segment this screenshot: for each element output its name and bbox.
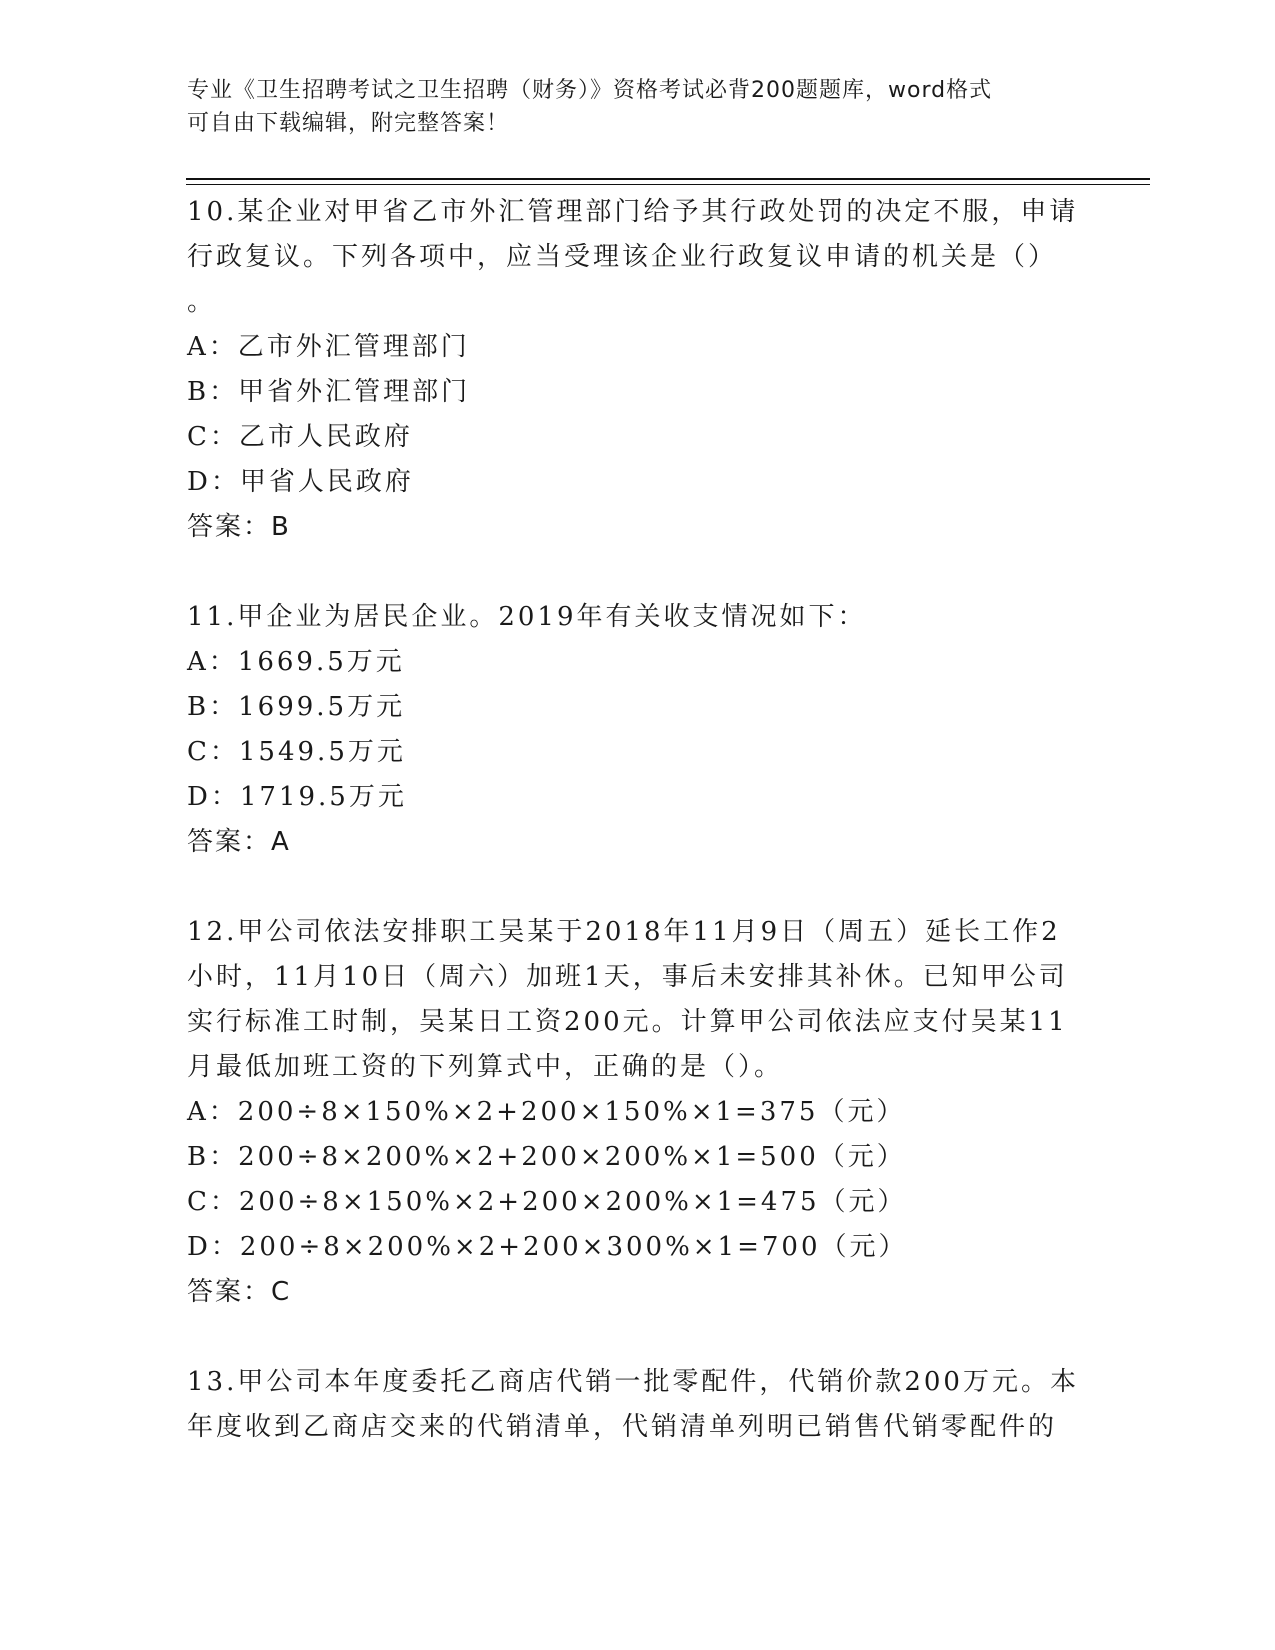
question-10 <box>187 190 1087 550</box>
option-c: C：乙市人民政府 <box>187 422 413 452</box>
spacer <box>187 1315 1087 1360</box>
question-list <box>187 190 1087 1450</box>
question-stem-line: 小时，11月10日（周六）加班1天，事后未安排其补休。已知甲公司 <box>187 962 1068 992</box>
header-divider-thick <box>186 178 1150 180</box>
spacer <box>187 865 1087 910</box>
question-stem-line: 10.某企业对甲省乙市外汇管理部门给予其行政处罚的决定不服，申请 <box>187 197 1079 227</box>
question-13 <box>187 1360 1087 1450</box>
question-stem-line: 12.甲公司依法安排职工吴某于2018年11月9日（周五）延长工作2 <box>187 917 1061 947</box>
question-stem-line: 11.甲企业为居民企业。2019年有关收支情况如下： <box>187 602 867 632</box>
header-line-2: 可自由下载编辑，附完整答案！ <box>187 111 510 136</box>
question-stem-line: 月最低加班工资的下列算式中，正确的是（）。 <box>187 1052 784 1082</box>
option-a: A：200÷8×150%×2+200×150%×1=375（元） <box>187 1097 906 1127</box>
question-11 <box>187 595 1087 865</box>
option-b: B：200÷8×200%×2+200×200%×1=500（元） <box>187 1142 906 1172</box>
option-d: D：200÷8×200%×2+200×300%×1=700（元） <box>187 1232 908 1262</box>
header-line-1: 专业《卫生招聘考试之卫生招聘（财务）》资格考试必背200题题库，word格式 <box>187 78 993 103</box>
option-c: C：200÷8×150%×2+200×200%×1=475（元） <box>187 1187 907 1217</box>
option-d: D：1719.5万元 <box>187 782 407 812</box>
option-b: B：1699.5万元 <box>187 692 406 722</box>
header-divider-thin <box>186 184 1150 185</box>
question-stem-line: 年度收到乙商店交来的代销清单，代销清单列明已销售代销零配件的 <box>187 1412 1058 1442</box>
option-a: A：1669.5万元 <box>187 647 405 677</box>
answer: 答案：C <box>187 1277 292 1307</box>
spacer <box>187 550 1087 595</box>
option-a: A：乙市外汇管理部门 <box>187 332 470 362</box>
question-stem-line: 实行标准工时制，吴某日工资200元。计算甲公司依法应支付吴某11 <box>187 1007 1068 1037</box>
answer: 答案：A <box>187 827 291 857</box>
answer: 答案：B <box>187 512 291 542</box>
question-12 <box>187 910 1087 1315</box>
option-b: B：甲省外汇管理部门 <box>187 377 471 407</box>
question-stem-line: 。 <box>187 287 217 317</box>
option-c: C：1549.5万元 <box>187 737 406 767</box>
page-header <box>187 74 1067 140</box>
question-stem-line: 13.甲公司本年度委托乙商店代销一批零配件，代销价款200万元。本 <box>187 1367 1079 1397</box>
question-stem-line: 行政复议。下列各项中，应当受理该企业行政复议申请的机关是（） <box>187 242 1058 272</box>
option-d: D：甲省人民政府 <box>187 467 414 497</box>
